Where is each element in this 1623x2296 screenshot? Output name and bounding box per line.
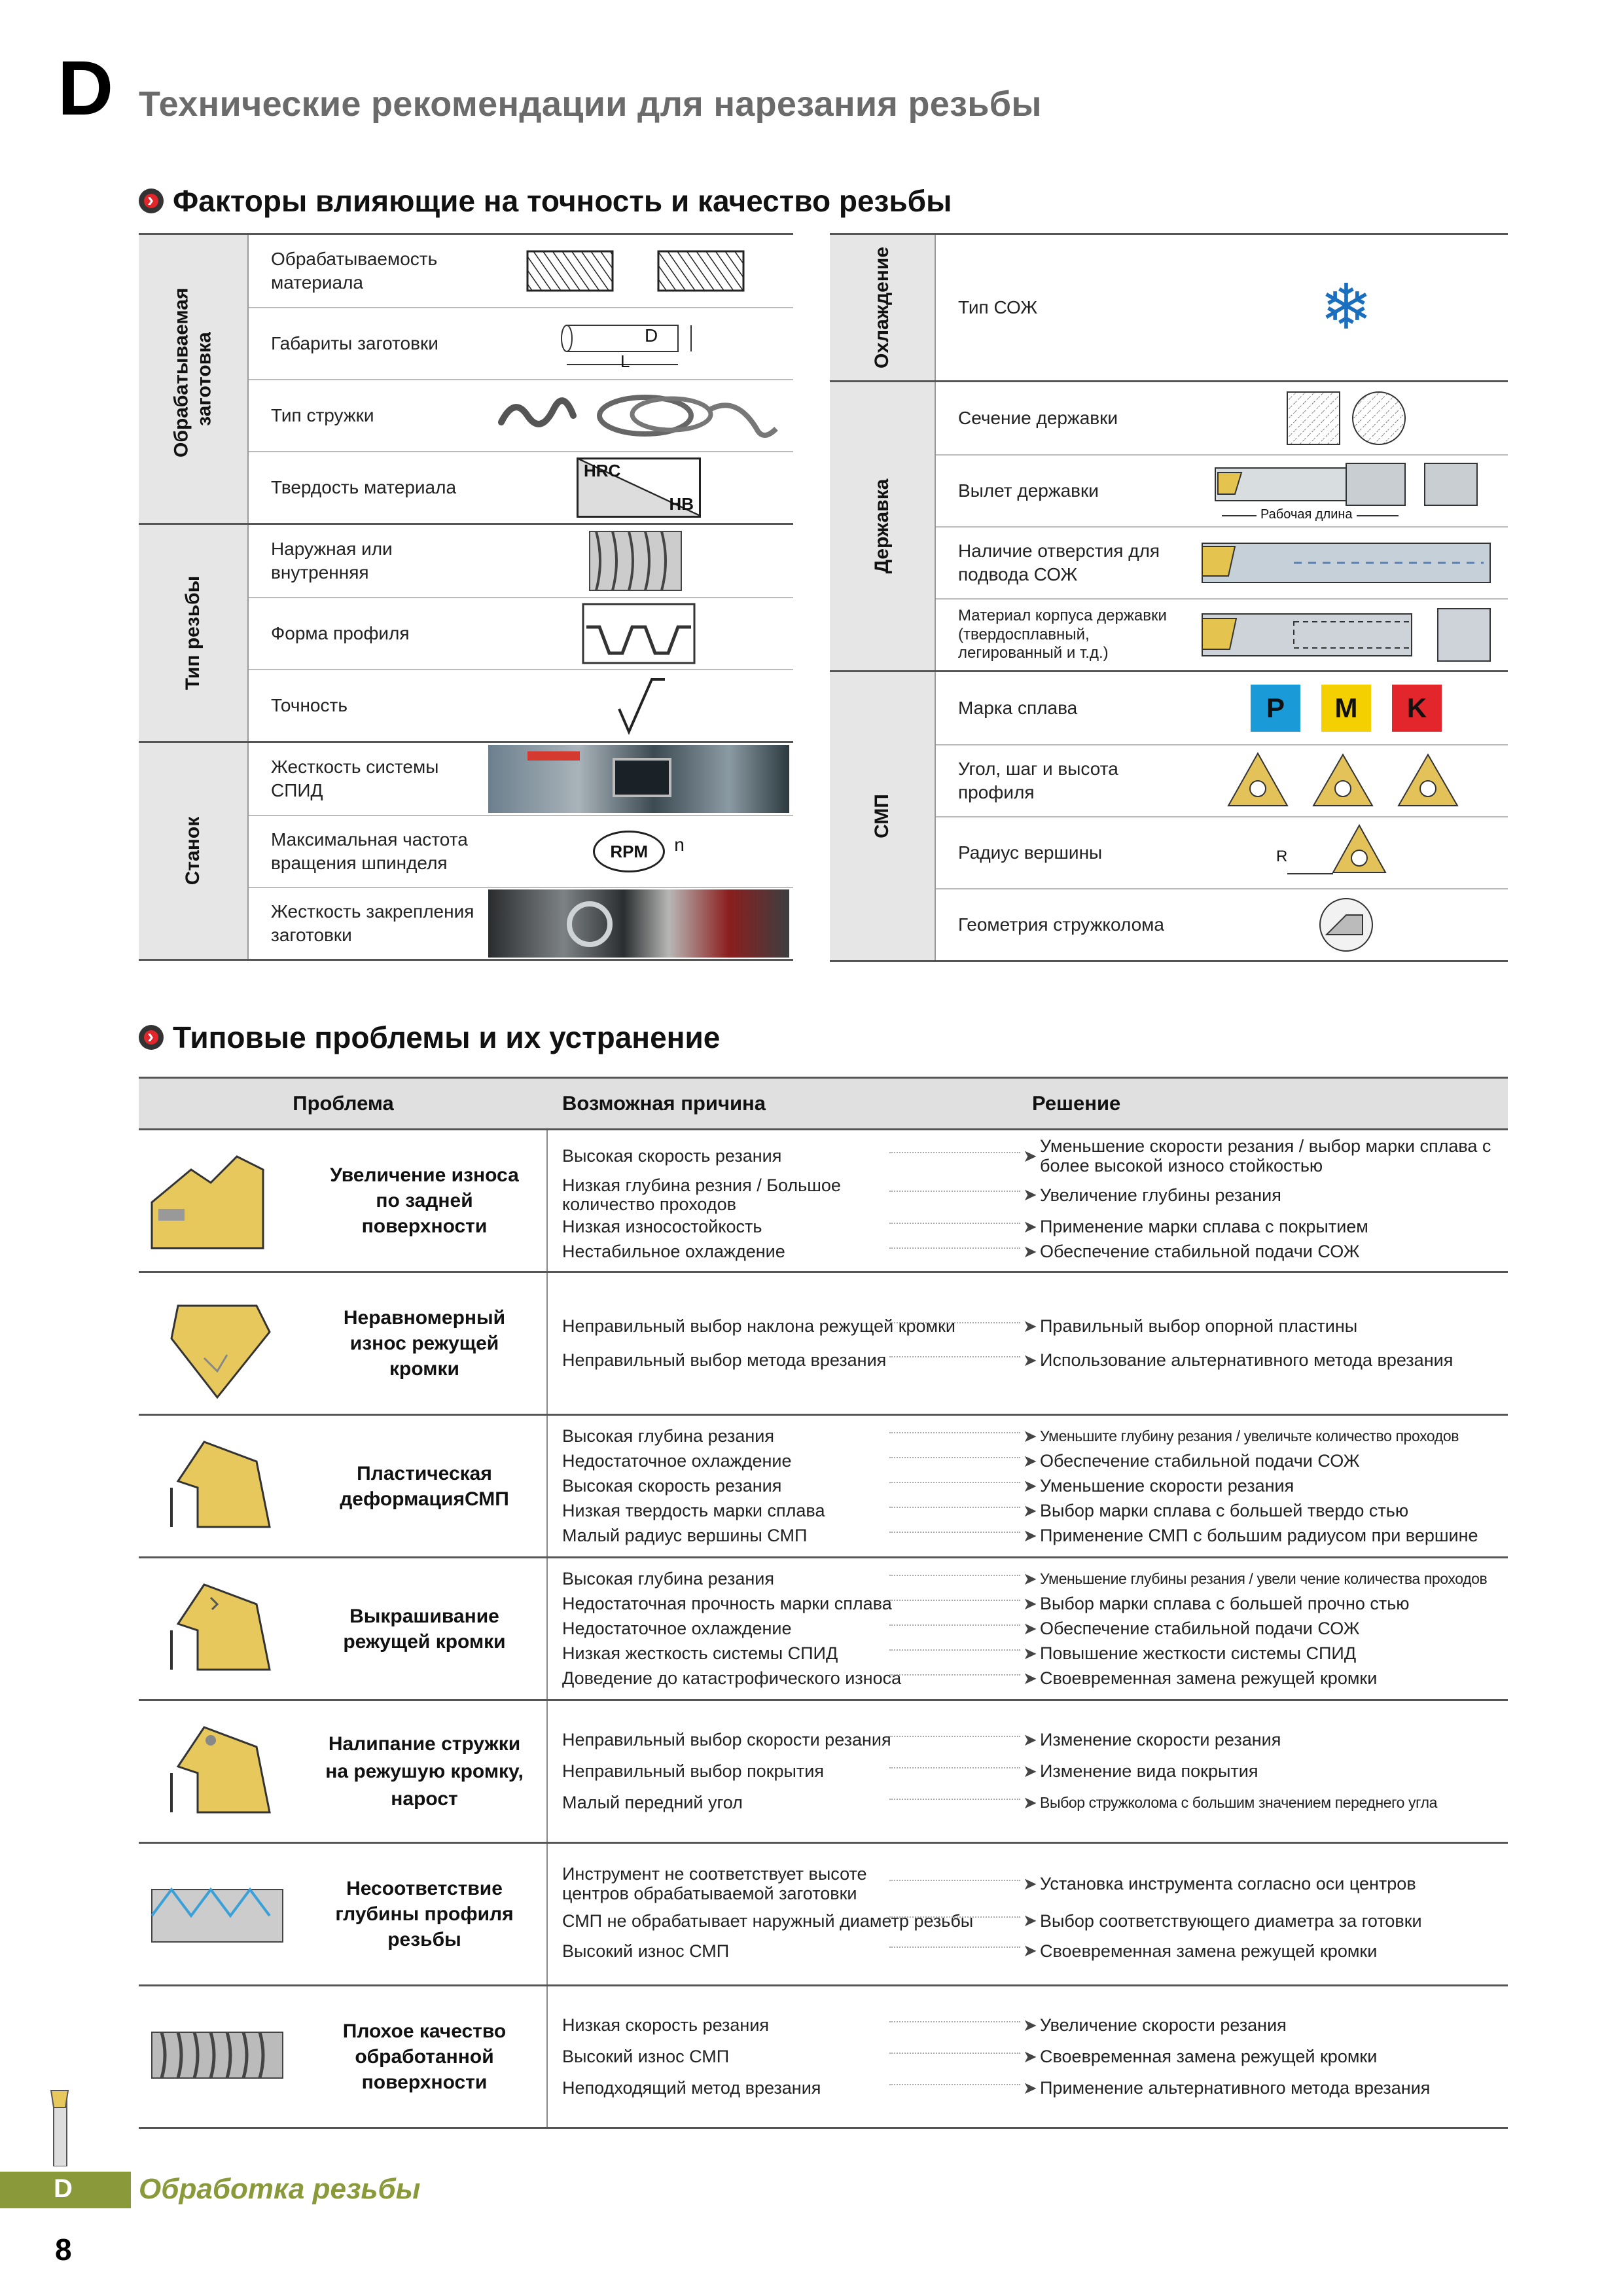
- cause-solution-line: Высокий износ СМП ➤ Своевременная замена режущей кромки: [562, 2046, 1378, 2066]
- grade-badge-k: K: [1392, 685, 1442, 732]
- cause-solution-line: Высокая скорость резания ➤ Уменьшение скорости резания: [562, 1475, 1294, 1496]
- hb-label: HB: [669, 494, 694, 514]
- factor-row: Наличие отверстия для подвода СОЖ: [936, 526, 1508, 598]
- factor-row: Точность: [249, 669, 793, 741]
- cause-solution-line: Высокий износ СМП ➤ Своевременная замена режущей кромки: [562, 1941, 1378, 1961]
- factor-row: Тип СОЖ ❄: [936, 235, 1508, 380]
- cause-solution-line: Низкая износостойкость ➤ Применение марки сплава с покрытием: [562, 1216, 1368, 1237]
- factor-row: Материал корпуса державки (твердосплавный, легированный и т.д.): [936, 598, 1508, 670]
- chip-type-illustration: [484, 380, 793, 451]
- chapter-letter: D: [58, 45, 114, 132]
- factor-group: [139, 523, 793, 741]
- problem-name: Несоответствие глубины профиля резьбы: [302, 1844, 548, 1984]
- factor-group-label: Тип резьбы: [139, 525, 249, 741]
- table-row: [139, 1558, 1508, 1701]
- thread-profile-illustration: [484, 598, 793, 669]
- problem-name: Неравномерный износ режущей кромки: [302, 1273, 548, 1414]
- factor-row: Максимальная частота вращения шпинделя RPM n: [249, 815, 793, 887]
- factor-row: Жесткость закрепления заготовки: [249, 887, 793, 959]
- problem-name: Увеличение износа по задней поверхности: [302, 1130, 548, 1271]
- problem-name: Налипание стружки на режушую кромку, нарост: [302, 1701, 548, 1842]
- machinability-illustration: [484, 235, 793, 307]
- built-up-edge-illustration: [139, 1701, 302, 1842]
- cause-solution-line: Неправильный выбор метода врезания ➤ Использование альтернативного метода врезания: [562, 1350, 1454, 1370]
- accuracy-icon: [484, 670, 793, 741]
- rpm-icon: RPM n: [484, 816, 793, 887]
- cause-solution-line: Низкая жесткость системы СПИД ➤ Повышение жесткости системы СПИД: [562, 1643, 1357, 1663]
- uneven-wear-illustration: [139, 1273, 302, 1414]
- cause-solution-line: Неправильный выбор скорости резания ➤ Изменение скорости резания: [562, 1729, 1281, 1749]
- factor-row: Вылет державки Рабочая длина: [936, 454, 1508, 526]
- arrow-bullet-icon: [139, 1025, 164, 1050]
- profile-depth-illustration: [139, 1844, 302, 1984]
- cause-solution-line: Инструмент не соответствует высоте центров обрабатываемой заготовки ➤ Установка инструмента согласно оси центров: [562, 1863, 1416, 1903]
- cause-solution-line: Доведение до катастрофического износа ➤ Своевременная замена режущей кромки: [562, 1668, 1378, 1688]
- table-row: [139, 1416, 1508, 1558]
- machine-rigidity-photo: [484, 743, 793, 815]
- factor-row: Геометрия стружколома: [936, 888, 1508, 960]
- snowflake-icon: ❄: [1319, 272, 1373, 342]
- page-title: Технические рекомендации для нарезания резьбы: [139, 84, 1042, 124]
- thread-external-internal-illustration: [484, 525, 793, 597]
- cause-solution-line: Высокая скорость резания ➤ Уменьшение скорости резания / выбор марки сплава с более высокой износо стойкостью: [562, 1136, 1491, 1175]
- cause-solution-line: Неправильный выбор покрытия ➤ Изменение вида покрытия: [562, 1761, 1258, 1781]
- chipping-illustration: [139, 1558, 302, 1699]
- cause-solution-line: Низкая скорость резания ➤ Увеличение скорости резания: [562, 2015, 1287, 2035]
- factor-row: Марка сплава P M K: [936, 672, 1508, 744]
- cause-solution-line: Нестабильное охлаждение ➤ Обеспечение стабильной подачи СОЖ: [562, 1241, 1360, 1262]
- factor-group: [139, 233, 793, 523]
- factor-group-label: Державка: [830, 382, 936, 670]
- factor-group: [830, 670, 1508, 962]
- factor-group-label: Станок: [139, 743, 249, 959]
- cause-solution-line: Недостаточная прочность марки сплава ➤ Выбор марки сплава с большей прочно стью: [562, 1593, 1410, 1613]
- nose-radius-illustration: [1185, 817, 1508, 888]
- problems-table: [139, 1077, 1508, 2129]
- arrow-bullet-icon: [139, 188, 164, 213]
- factor-row: Наружная или внутренняя: [249, 525, 793, 597]
- footer-section: Обработка резьбы: [139, 2173, 421, 2205]
- cause-solution-line: Высокая глубина резания ➤ Уменьшите глубину резания / увеличьте количество проходов: [562, 1426, 1459, 1446]
- cause-solution-line: Неподходящий метод врезания ➤ Применение альтернативного метода врезания: [562, 2077, 1431, 2098]
- factor-row: Сечение державки: [936, 382, 1508, 454]
- workpiece-size-illustration: [484, 308, 793, 379]
- coolant-hole-holder-illustration: [1185, 528, 1508, 598]
- factor-row: Твердость материала HRC HB: [249, 451, 793, 523]
- factor-row: Обрабатываемость материала: [249, 235, 793, 307]
- cause-solution-line: Низкая глубина резния / Большое количество проходов ➤ Увеличение глубины резания: [562, 1175, 1281, 1215]
- section-title: Типовые проблемы и их устранение: [173, 1020, 721, 1054]
- holder-section-illustration: [1185, 382, 1508, 454]
- workpiece-clamping-photo: [484, 888, 793, 959]
- factor-group: [139, 741, 793, 961]
- cause-solution-line: Высокая глубина резания ➤ Уменьшение глубины резания / увели чение количества проходов: [562, 1568, 1488, 1588]
- problem-name: Выкрашивание режущей кромки: [302, 1558, 548, 1699]
- plastic-deformation-illustration: [139, 1416, 302, 1556]
- section-title: Факторы влияющие на точность и качество резьбы: [173, 184, 952, 218]
- problem-name: Плохое качество обработанной поверхности: [302, 1986, 548, 2127]
- table-row: [139, 1986, 1508, 2129]
- table-row: [139, 1844, 1508, 1986]
- column-header-problem: Проблема: [293, 1092, 394, 1115]
- table-row: [139, 1701, 1508, 1844]
- factor-row: Габариты заготовки D L: [249, 307, 793, 379]
- table-row: [139, 1273, 1508, 1416]
- cause-solution-line: СМП не обрабатывает наружный диаметр резьбы ➤ Выбор соответствующего диаметра за готовки: [562, 1910, 1422, 1931]
- radius-label: R: [1276, 848, 1288, 865]
- flank-wear-illustration: [139, 1130, 302, 1271]
- cause-solution-line: Малый радиус вершины СМП ➤ Применение СМП с большим радиусом при вершине: [562, 1525, 1478, 1545]
- factor-group-label: Охлаждение: [830, 235, 936, 380]
- rpm-n-label: n: [674, 834, 685, 855]
- dim-d-label: D: [645, 325, 658, 346]
- problem-name: Пластическая деформацияСМП: [302, 1416, 548, 1556]
- chipbreaker-icon: [1185, 889, 1508, 960]
- cause-solution-line: Неправильный выбор наклона режущей кромки ➤ Правильный выбор опорной пластины: [562, 1316, 1358, 1336]
- hardness-illustration: [484, 452, 793, 523]
- column-header-solution: Решение: [1032, 1092, 1121, 1115]
- factor-group: [830, 380, 1508, 670]
- factor-row: Форма профиля: [249, 597, 793, 669]
- cause-solution-line: Малый передний угол ➤ Выбор стружколома с большим значением переднего угла: [562, 1792, 1438, 1812]
- insert-profile-illustration: [1185, 745, 1508, 816]
- surface-quality-illustration: [139, 1986, 302, 2127]
- factor-group-label: СМП: [830, 672, 936, 960]
- factors-table-right: [830, 233, 1508, 962]
- holder-overhang-illustration: [1185, 456, 1508, 526]
- grade-badge-m: M: [1321, 685, 1371, 732]
- grade-badge-p: P: [1251, 685, 1300, 732]
- dim-l-label: L: [620, 351, 630, 371]
- side-tool-icon: [46, 2088, 75, 2166]
- cause-solution-line: Недостаточное охлаждение ➤ Обеспечение стабильной подачи СОЖ: [562, 1450, 1360, 1471]
- cause-solution-line: Низкая твердость марки сплава ➤ Выбор марки сплава с большей твердо стью: [562, 1500, 1409, 1520]
- page-number: 8: [55, 2233, 72, 2267]
- working-length-label: Рабочая длина: [1257, 507, 1357, 522]
- factors-table-left: [139, 233, 793, 961]
- factor-row: Тип стружки: [249, 379, 793, 451]
- factor-group: [830, 233, 1508, 380]
- factor-row: Жесткость системы СПИД: [249, 743, 793, 815]
- hrc-label: HRC: [584, 461, 621, 480]
- factor-row: Радиус вершины R: [936, 816, 1508, 888]
- grade-badges: [1185, 672, 1508, 744]
- footer-letter: D: [54, 2174, 73, 2203]
- table-row: [139, 1130, 1508, 1273]
- cause-solution-line: Недостаточное охлаждение ➤ Обеспечение стабильной подачи СОЖ: [562, 1618, 1360, 1638]
- column-header-cause: Возможная причина: [562, 1092, 766, 1115]
- holder-material-illustration: [1185, 600, 1508, 670]
- section-heading-factors: [139, 183, 952, 219]
- section-heading-problems: [139, 1020, 720, 1055]
- table-header: [139, 1077, 1508, 1130]
- factor-group-label: Обрабатываемая заготовка: [139, 235, 249, 523]
- factor-row: Угол, шаг и высота профиля: [936, 744, 1508, 816]
